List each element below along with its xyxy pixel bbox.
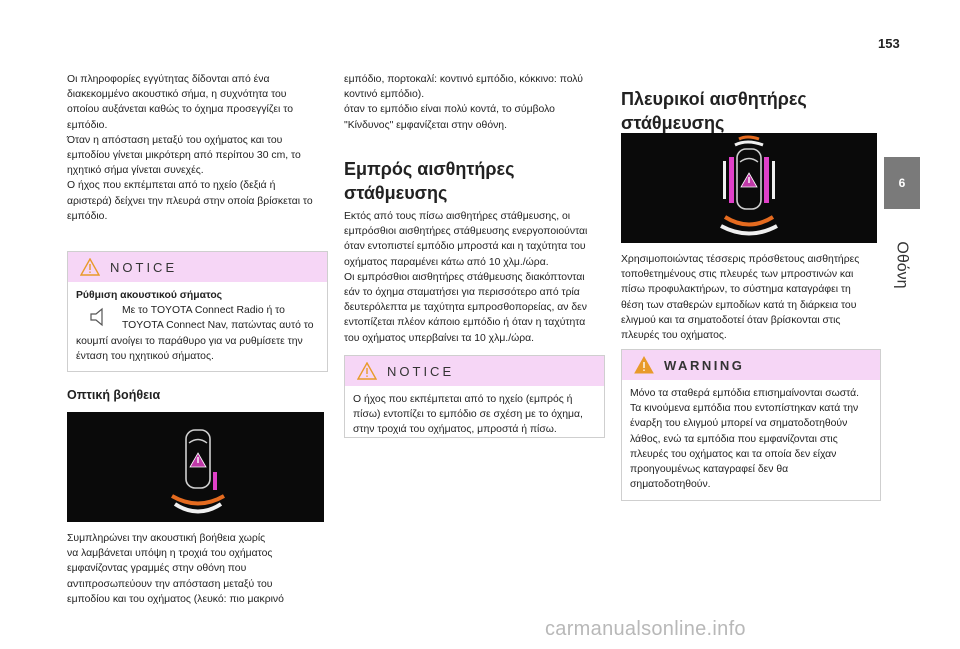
warning-triangle-icon bbox=[634, 356, 654, 374]
col1-paragraph-2: Συμπληρώνει την ακουστική βοήθεια χωρίς να λαμβάνεται υπόψη η τροχιά του οχήματος εμφανίζοντας γραμμές στην οθόνη που αντιπροσωπεύουν την απόσταση μεταξύ του εμποδίου και του οχήματος (λευκό: πιο μακρινό bbox=[67, 533, 284, 605]
notice-line-1: Με το TOYOTA Connect Radio ή το bbox=[122, 305, 285, 317]
car-top-view-icon bbox=[67, 412, 324, 522]
car-side-sensors-icon bbox=[621, 133, 877, 243]
col1-intro bbox=[67, 72, 329, 224]
watermark: carmanualsonline.info bbox=[545, 618, 746, 640]
warning-box bbox=[621, 349, 881, 501]
front-sensors-heading: Εμπρός αισθητήρες στάθμευσης bbox=[344, 159, 515, 203]
visual-aid-image bbox=[67, 412, 324, 522]
chapter-tab[interactable] bbox=[884, 157, 920, 209]
notice-text: Ο ήχος που εκπέμπεται από το ηχείο (εμπρός ή πίσω) εντοπίζει το εμπόδιο σε σχέση με το όχημα, στην τροχιά του οχήματος, μπροστά ή πίσω. bbox=[353, 394, 583, 436]
chapter-label: Οθόνη bbox=[894, 241, 912, 289]
page-number: 153 bbox=[878, 36, 900, 51]
col3-body bbox=[621, 252, 883, 343]
col2-body bbox=[344, 209, 606, 346]
notice-box-front bbox=[344, 355, 605, 438]
side-sensors-heading: Πλευρικοί αισθητήρες στάθμευσης bbox=[621, 89, 807, 133]
notice-line-2: TOYOTA Connect Nav, πατώντας αυτό το bbox=[122, 320, 314, 332]
notice-text-rest: κουμπί ανοίγει το παράθυρο για να ρυθμίσετε την ένταση του ηχητικού σήματος. bbox=[76, 335, 303, 362]
warning-triangle-icon bbox=[80, 258, 100, 276]
warning-triangle-icon bbox=[357, 362, 377, 380]
col2-paragraph-2: Εκτός από τους πίσω αισθητήρες στάθμευσης, οι εμπρόσθιοι αισθητήρες στάθμευσης ενεργοποιούνται όταν εντοπιστεί εμπόδιο μπροστά και η ταχύτητα του οχήματος παραμένει κάτω από 10 χλμ./ώρα. Οι εμπρόσθιοι αισθητήρες στάθμευσης διακόπτονται εάν το όχημα σταματήσει για περισσότερο από τρία δευτερόλεπτα με ταχύτητα εμπροσθοπορείας, αν δεν εντοπίζεται πλέον κάποιο εμπόδιο ή όταν η ταχύτητα του οχήματος υπερβαίνει τα 10 χλμ./ώρα. bbox=[344, 211, 588, 344]
chapter-number: 6 bbox=[898, 176, 906, 190]
col1-paragraph-1: Οι πληροφορίες εγγύτητας δίδονται από ένα διακεκομμένο ακουστικό σήμα, η συχνότητα του οποίου αυξάνεται καθώς το όχημα προσεγγίζει το εμπόδιο. Όταν η απόσταση μεταξύ του οχήματος και του εμποδίου γίνεται μικρότερη από περίπου 30 cm, το ηχητικό σήμα γίνεται συνεχές. Ο ήχος που εκπέμπεται από το ηχείο (δεξιά ή αριστερά) δείχνει την πλευρά στην οποία βρίσκεται το εμπόδιο. bbox=[67, 74, 313, 222]
warning-text: Μόνο τα σταθερά εμπόδια επισημαίνονται σωστά. Τα κινούμενα εμπόδια που εντοπίστηκαν κατά την έναρξη του ελιγμού μπορεί να σηματοδοτηθούν λάθος, ενώ τα εμπόδια που εμφανίζονται στις πλευρές του οχήματος και τα οποία δεν είχαν προηγουμένως καταγραφεί δεν θα σηματοδοτηθούν. bbox=[630, 388, 860, 491]
notice-box-sound-setting bbox=[67, 251, 328, 372]
notice-heading: Ρύθμιση ακουστικού σήματος bbox=[76, 290, 223, 301]
warning-header bbox=[622, 350, 880, 380]
speaker-icon bbox=[88, 305, 110, 331]
col2-paragraph-1: εμπόδιο, πορτοκαλί: κοντινό εμπόδιο, κόκκινο: πολύ κοντινό εμπόδιο). όταν το εμπόδιο είναι πολύ κοντά, το σύμβολο "Κίνδυνος" εμφανίζεται στην οθόνη. bbox=[344, 74, 583, 131]
warning-title: WARNING bbox=[664, 357, 745, 373]
notice-title: NOTICE bbox=[387, 363, 455, 379]
notice-header bbox=[68, 252, 327, 282]
notice-header bbox=[345, 356, 604, 386]
notice-title: NOTICE bbox=[110, 259, 178, 275]
visual-aid-heading: Οπτική βοήθεια bbox=[67, 388, 161, 402]
col3-paragraph: Χρησιμοποιώντας τέσσερις πρόσθετους αισθητήρες τοποθετημένους στις πλευρές των μπροστινών και πίσω προφυλακτήρων, το σύστημα καταγράφει τη θέση των σταθερών εμποδίων κατά τη διάρκεια του ελιγμού και τα σηματοδοτεί όταν βρίσκονται στις πλευρές του οχήματος. bbox=[621, 254, 860, 342]
col1-paragraph-2-wrap bbox=[67, 531, 329, 607]
col2-intro bbox=[344, 72, 606, 133]
side-sensors-image bbox=[621, 133, 877, 243]
